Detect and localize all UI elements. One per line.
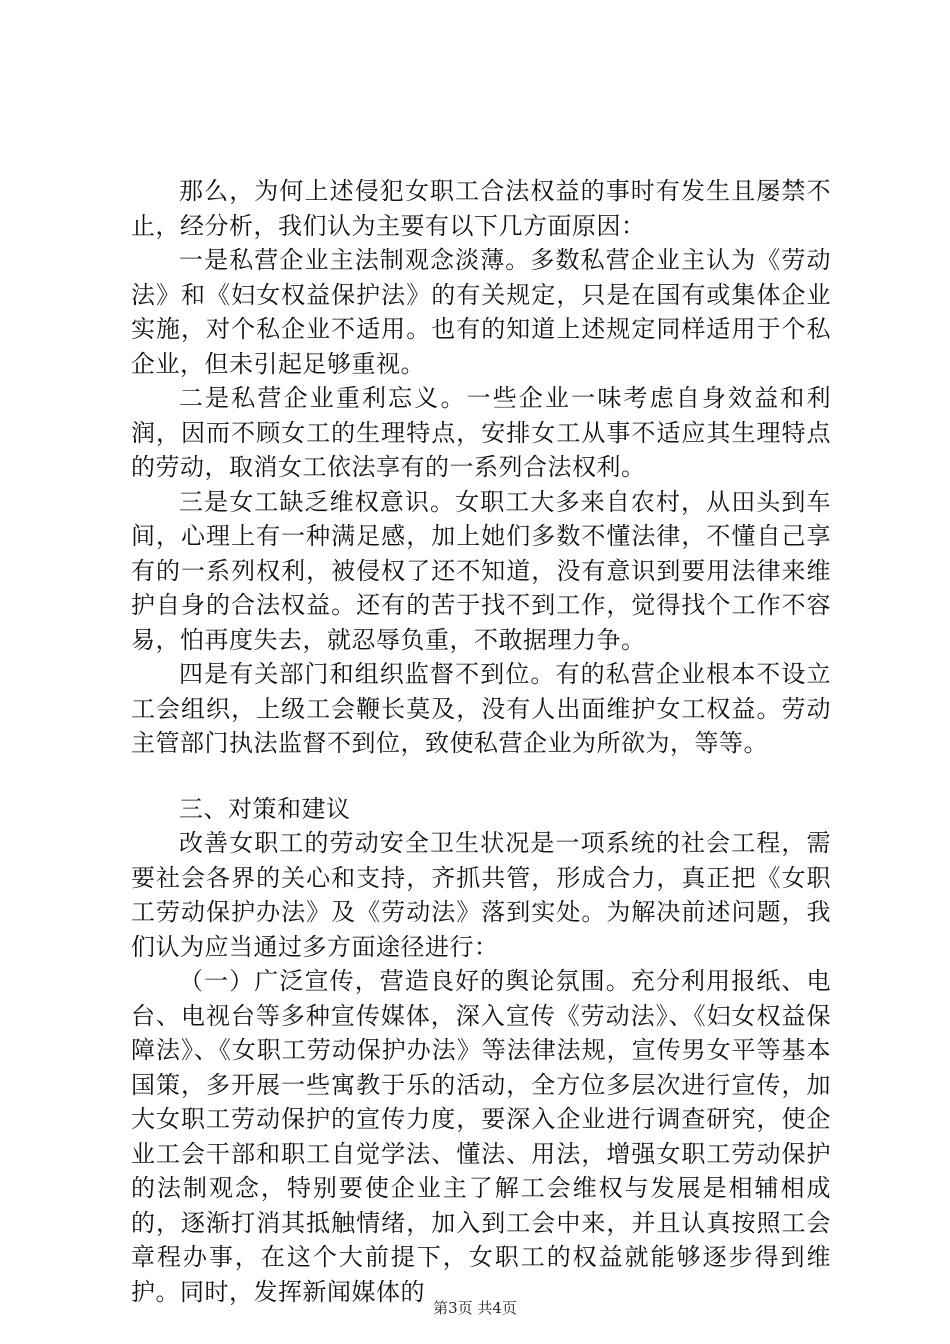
section-heading: 三、对策和建议 xyxy=(179,794,351,823)
paragraph-reason-4: 四是有关部门和组织监督不到位。有的私营企业根本不设立工会组织，上级工会鞭长莫及，没有人出面维护女工权益。劳动主管部门执法监督不到位，致使私营企业为所欲为，等等。 xyxy=(131,660,831,757)
paragraph-reason-1: 一是私营企业主法制观念淡薄。多数私营企业主认为《劳动法》和《妇女权益保护法》的有关规定，只是在国有或集体企业实施，对个私企业不适用。也有的知道上述规定同样适用于个私企业，但未引起足够重视。 xyxy=(131,246,831,378)
paragraph-reason-2: 二是私营企业重利忘义。一些企业一味考虑自身效益和利润，因而不顾女工的生理特点，安排女工从事不适应其生理特点的劳动，取消女工依法享有的一系列合法权利。 xyxy=(131,384,831,481)
page-footer: 第3页 共4页 xyxy=(433,1299,517,1317)
paragraph-suggestion-intro: 改善女职工的劳动安全卫生状况是一项系统的社会工程，需要社会各界的关心和支持，齐抓共管，形成合力，真正把《女职工劳动保护办法》及《劳动法》落到实处。为解决前述问题，我们认为应当通过多方面途径进行： xyxy=(131,829,831,961)
document-body xyxy=(131,174,831,1309)
paragraph-intro: 那么，为何上述侵犯女职工合法权益的事时有发生且屡禁不止，经分析，我们认为主要有以下几方面原因： xyxy=(131,177,831,240)
paragraph-reason-3: 三是女工缺乏维权意识。女职工大多来自农村，从田头到车间，心理上有一种满足感，加上她们多数不懂法律，不懂自己享有的一系列权利，被侵权了还不知道，没有意识到要用法律来维护自身的合法权益。还有的苦于找不到工作，觉得找个工作不容易，怕再度失去，就忍辱负重，不敢据理力争。 xyxy=(131,487,831,654)
paragraph-suggestion-1: （一）广泛宣传，营造良好的舆论氛围。充分利用报纸、电台、电视台等多种宣传媒体，深入宣传《劳动法》、《妇女权益保障法》、《女职工劳动保护办法》等法律法规，宣传男女平等基本国策，多开展一些寓教于乐的活动，全方位多层次进行宣传，加大女职工劳动保护的宣传力度，要深入企业进行调查研究，使企业工会干部和职工自觉学法、懂法、用法，增强女职工劳动保护的法制观念，特别要使企业主了解工会维权与发展是相辅相成的，逐渐打消其抵触情绪，加入到工会中来，并且认真按照工会章程办事，在这个大前提下，女职工的权益就能够逐步得到维护。同时，发挥新闻媒体的 xyxy=(131,967,831,1306)
